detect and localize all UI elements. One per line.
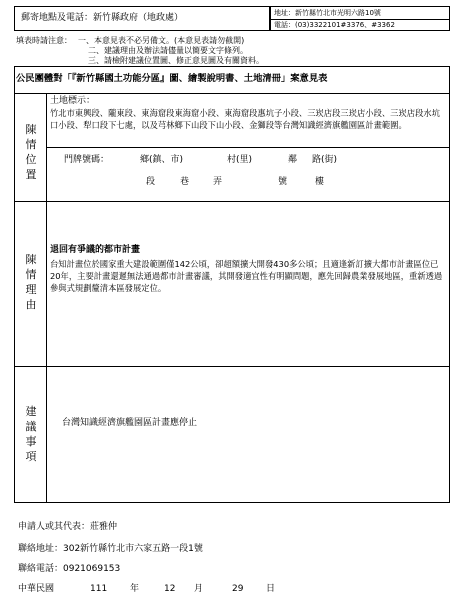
contact-box [270, 6, 450, 31]
mail-label: 郵寄地點及電話：新竹縣政府（地政處） [21, 13, 184, 23]
reason-text: 台知計畫位於國家重大建設範圍僅142公頃，卻超額擴大開發430多公頃；且適逢新訂擴大都市計畫區位已20年，主要計畫還遲無法通過都市計畫審議，其開發適宜性有明顯問題，應先回歸農業發展地區，重新透過參與式規劃釐清本區發展定位。 [50, 259, 443, 293]
address-text: 地址：新竹縣竹北市光明六路10號 [274, 9, 381, 17]
doorplate-alley: 弄 [213, 177, 223, 187]
doorplate-label: 門牌號碼： [64, 155, 110, 165]
date-year-unit: 年 [130, 584, 140, 594]
contact-address: 聯絡地址：302新竹縣竹北市六家五路一段1號 [18, 544, 203, 554]
doorplate-number: 號 [278, 177, 288, 187]
date-day-unit: 日 [266, 584, 276, 594]
position-label: 陳情位置 [25, 123, 37, 181]
applicant: 申請人或其代表：莊雅仲 [18, 522, 118, 532]
doorplate-lane: 巷 [180, 177, 190, 187]
contact-phone: 聯絡電話：0921069153 [18, 564, 121, 574]
land-heading: 土地標示： [50, 96, 96, 106]
doorplate-section: 段 [146, 177, 156, 187]
doorplate-neighborhood: 鄰 [288, 155, 298, 165]
phone-text: 電話：(03)3322101#3376、#3362 [274, 21, 395, 29]
notes-intro: 填表時請注意： [16, 36, 72, 45]
date-year: 111 [90, 584, 108, 594]
doorplate-floor: 樓 [315, 177, 325, 187]
land-text: 竹北市東興段、隴東段、東海窟段東海窟小段、東海窟段惠坑子小段、三崁店段三崁店小段、三崁店段水坑口小段、犁口段下七處，以及芎林鄉下山段下山小段、金獅段等台灣知識經濟旗艦園區計畫範圍。 [50, 108, 440, 130]
form-title: 公民團體對「『新竹縣國土功能分區』圖、繪製說明書、土地清冊」案意見表 [16, 73, 328, 84]
doorplate-village: 村(里) [227, 155, 253, 165]
doorplate-road: 路(街) [312, 155, 338, 165]
notes-item-3: 三、請檢附建議位置圖、修正意見圖及有關資料。 [88, 56, 264, 65]
mail-label-box [14, 6, 270, 31]
notes-item-2: 二、建議理由及辦法請儘量以簡要文字條列。 [88, 46, 248, 55]
date-day: 29 [232, 584, 244, 594]
suggestion-text: 台灣知識經濟旗艦園區計畫應停止 [62, 418, 198, 428]
doorplate-township: 鄉(鎮、市) [140, 155, 184, 165]
reason-label: 陳情理由 [25, 253, 37, 311]
date-month-unit: 月 [194, 584, 204, 594]
date-prefix: 中華民國 [18, 584, 55, 594]
reason-heading: 退回有爭議的都市計畫 [50, 245, 141, 255]
notes-item-1: 一、本意見表不必另備文。(本意見表請勿截開) [78, 36, 245, 45]
date-month: 12 [164, 584, 176, 594]
suggestion-label: 建議事項 [25, 405, 37, 463]
